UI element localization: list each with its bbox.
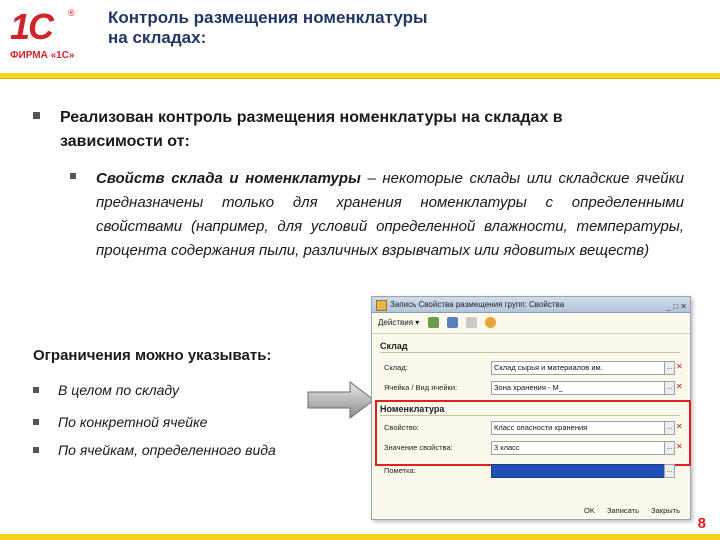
bullet-marker: [33, 419, 39, 425]
actions-menu[interactable]: Действия ▾: [378, 318, 420, 327]
slide-title-line2: на складах:: [108, 28, 207, 47]
slide-title-line1: Контроль размещения номенклатуры: [108, 8, 428, 27]
select-button[interactable]: …: [664, 441, 675, 455]
select-button[interactable]: …: [664, 381, 675, 395]
window-controls: [667, 299, 687, 313]
help-icon[interactable]: [485, 317, 496, 328]
record-button[interactable]: Записать: [606, 506, 640, 515]
bullet-marker: [33, 112, 40, 119]
sub-bullet-marker: [70, 173, 76, 179]
registered-mark: ®: [68, 8, 75, 18]
field-label: Склад:: [384, 363, 408, 372]
field-label: Значение свойства:: [384, 443, 453, 452]
properties-dialog: [371, 296, 691, 520]
close-button[interactable]: Закрыть: [651, 506, 680, 515]
clear-icon[interactable]: ✕: [676, 382, 683, 391]
mark-field[interactable]: [491, 464, 665, 478]
select-button[interactable]: …: [664, 464, 675, 478]
header-divider-shadow: [0, 78, 720, 79]
group-nomenclature: Номенклатура: [380, 404, 445, 414]
minimize-icon[interactable]: _: [666, 302, 671, 311]
field-label: Ячейка / Вид ячейки:: [384, 383, 458, 392]
refresh-icon[interactable]: [466, 317, 477, 328]
select-button[interactable]: …: [664, 421, 675, 435]
save-icon[interactable]: [428, 317, 439, 328]
main-bullet-line2: зависимости от:: [60, 133, 190, 150]
restriction-item: В целом по складу: [58, 382, 179, 398]
arrow-right-icon: [306, 380, 376, 420]
warehouse-field[interactable]: Склад сырья и материалов им.: [491, 361, 665, 375]
restrictions-title: Ограничения можно указывать:: [33, 347, 272, 364]
maximize-icon[interactable]: □: [673, 302, 679, 311]
clear-icon[interactable]: ✕: [676, 442, 683, 451]
footer-divider: [0, 534, 720, 540]
logo-brand-text: ФИРМА «1С»: [10, 50, 75, 61]
sub-bullet-text: [96, 167, 684, 263]
clear-icon[interactable]: ✕: [676, 422, 683, 431]
field-label: Свойство:: [384, 423, 420, 432]
dialog-title: Запись Свойства размещения групп: Свойства: [390, 300, 565, 309]
restriction-item: По ячейкам, определенного вида: [58, 442, 276, 458]
cell-field[interactable]: Зона хранения - М_: [491, 381, 665, 395]
logo-1c: [8, 6, 80, 70]
select-button[interactable]: …: [664, 361, 675, 375]
document-icon: [376, 300, 387, 311]
logo-mark: 1С: [10, 6, 53, 47]
restriction-item: По конкретной ячейке: [58, 414, 208, 430]
clear-icon[interactable]: ✕: [676, 362, 683, 371]
property-field[interactable]: Класс опасности хранения: [491, 421, 665, 435]
dialog-buttons: [574, 506, 680, 515]
bullet-marker: [33, 447, 39, 453]
close-icon[interactable]: ✕: [680, 302, 687, 311]
property-value-field[interactable]: 3 класс: [491, 441, 665, 455]
sub-bullet-lead: Свойств склада и номенклатуры: [96, 170, 361, 187]
write-icon[interactable]: [447, 317, 458, 328]
sub-bullet-body: – некоторые склады или складские ячейки предназначены только для хранения номенклатуры с определенными свойствами (например, для условий определенной влажности, температуры, процента содержания пыли, различных взрывчатых или ядовитых веществ): [96, 170, 684, 259]
main-bullet-text: [60, 106, 690, 154]
group-divider: [380, 352, 680, 353]
main-bullet-line1: Реализован контроль размещения номенклатуры на складах в: [60, 109, 563, 126]
dialog-toolbar: [372, 313, 690, 334]
group-divider: [380, 415, 680, 416]
ok-button[interactable]: OK: [584, 506, 595, 515]
dialog-titlebar: [372, 297, 690, 313]
page-number: 8: [697, 515, 706, 532]
bullet-marker: [33, 387, 39, 393]
group-warehouse: Склад: [380, 341, 408, 351]
slide-title: [108, 8, 428, 48]
field-label: Пометка:: [384, 466, 416, 475]
